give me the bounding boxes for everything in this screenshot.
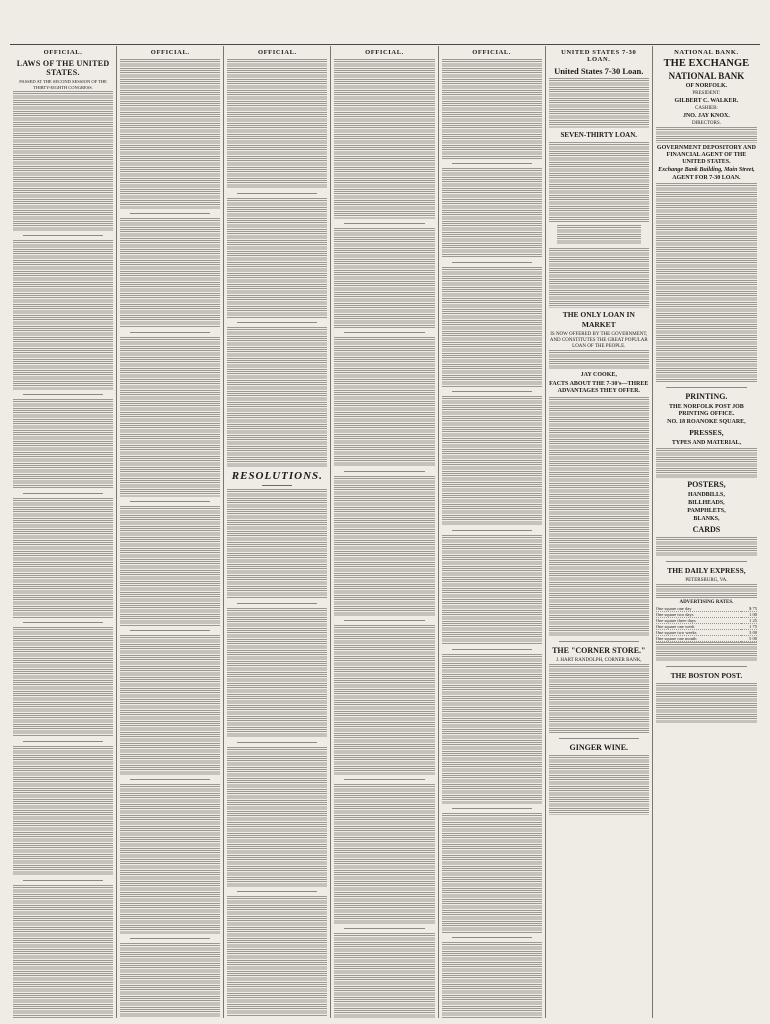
text-block xyxy=(13,746,113,876)
text-block xyxy=(334,933,434,1018)
divider xyxy=(559,738,639,739)
divider xyxy=(452,530,532,531)
columns xyxy=(10,46,760,1018)
advertising-rates: ADVERTISING RATES. xyxy=(679,600,734,605)
text-block xyxy=(549,664,649,734)
column-head: OFFICIAL. xyxy=(43,49,83,56)
facts-title: FACTS ABOUT THE 7-30's—THREE ADVANTAGES THEY OFFER. xyxy=(549,381,649,394)
top-rule xyxy=(10,44,760,45)
divider xyxy=(130,938,210,939)
text-block xyxy=(120,506,220,626)
text-block xyxy=(549,248,649,308)
posters: POSTERS, xyxy=(687,480,726,489)
divider xyxy=(23,394,103,395)
column-head: OFFICIAL. xyxy=(150,49,190,56)
column-7 xyxy=(653,46,760,1018)
divider xyxy=(666,561,747,562)
bank-name: NATIONAL BANK xyxy=(668,71,745,81)
text-block xyxy=(120,59,220,209)
handbills: HANDBILLS, xyxy=(688,492,725,498)
directors-label: DIRECTORS. xyxy=(691,121,721,126)
column-5 xyxy=(439,46,546,1018)
text-block xyxy=(120,337,220,497)
rate-label: One square three days xyxy=(656,618,741,624)
cashier-label: CASHIER: xyxy=(695,106,718,111)
text-block xyxy=(656,537,757,557)
divider xyxy=(452,163,532,164)
text-block xyxy=(656,642,757,662)
text-block xyxy=(334,337,434,467)
divider xyxy=(237,742,317,743)
divider xyxy=(237,193,317,194)
divider xyxy=(23,235,103,236)
cards: CARDS xyxy=(692,525,721,534)
text-block xyxy=(656,683,757,723)
divider xyxy=(344,223,424,224)
laws-title: LAWS OF THE UNITED STATES. xyxy=(16,59,110,77)
divider xyxy=(23,880,103,881)
loan-table xyxy=(557,225,641,245)
divider xyxy=(452,262,532,263)
column-head: NATIONAL BANK. xyxy=(674,49,739,56)
printing-title: PRINTING. xyxy=(685,392,728,401)
rate-value: $ 75 xyxy=(741,606,757,612)
text-block xyxy=(334,59,434,219)
blanks: BLANKS, xyxy=(693,516,720,522)
text-block xyxy=(442,59,542,159)
exchange-title: THE EXCHANGE xyxy=(663,58,750,69)
rate-label: One square one week xyxy=(656,624,741,630)
text-block xyxy=(549,142,649,222)
rate-label: One square two days xyxy=(656,612,741,618)
rate-value: 3 00 xyxy=(741,630,757,636)
text-block xyxy=(334,476,434,616)
text-block xyxy=(227,747,327,887)
column-1 xyxy=(10,46,117,1018)
text-block xyxy=(442,267,542,387)
rate-value: 1 75 xyxy=(741,624,757,630)
divider xyxy=(452,808,532,809)
text-block xyxy=(656,183,757,383)
divider xyxy=(130,332,210,333)
text-block xyxy=(120,943,220,1018)
rate-value: 5 00 xyxy=(741,636,757,642)
column-head: UNITED STATES 7-30 LOAN. xyxy=(561,49,637,63)
boston-post-title: THE BOSTON POST. xyxy=(670,671,743,680)
column-2 xyxy=(117,46,224,1018)
text-block xyxy=(656,127,757,143)
text-block xyxy=(442,535,542,645)
divider xyxy=(130,501,210,502)
divider xyxy=(237,603,317,604)
divider xyxy=(23,622,103,623)
laws-subtitle: PASSED AT THE SECOND SESSION OF THE THIRTY-EIGHTH CONGRESS. xyxy=(19,79,107,90)
text-block xyxy=(227,489,327,599)
rate-label: One square one day xyxy=(656,606,741,612)
only-loan-sub: IS NOW OFFERED BY THE GOVERNMENT, xyxy=(550,332,648,337)
text-block xyxy=(227,896,327,1016)
text-block xyxy=(13,240,113,390)
ginger-wine-title: GINGER WINE. xyxy=(569,743,629,752)
text-block xyxy=(557,225,641,245)
corner-store-title: THE "CORNER STORE." xyxy=(552,646,646,655)
text-block xyxy=(13,627,113,737)
text-block xyxy=(549,755,649,815)
agent-line: AGENT FOR 7-30 LOAN. xyxy=(672,175,741,181)
printing-addr: NO. 18 ROANOKE SQUARE, xyxy=(667,419,746,425)
column-head: OFFICIAL. xyxy=(257,49,297,56)
rate-value: 1 25 xyxy=(741,618,757,624)
rate-row xyxy=(656,636,757,642)
printing-sub: THE NORFOLK POST JOB PRINTING OFFICE. xyxy=(669,404,744,417)
divider xyxy=(344,471,424,472)
daily-express-sub: PETERSBURG, VA. xyxy=(685,578,728,583)
divider xyxy=(344,620,424,621)
text-block xyxy=(120,218,220,328)
divider xyxy=(23,741,103,742)
of-norfolk: OF NORFOLK. xyxy=(685,83,728,89)
divider xyxy=(452,937,532,938)
presses: PRESSES, xyxy=(689,428,724,437)
text-block xyxy=(549,350,649,370)
text-block xyxy=(13,399,113,489)
divider xyxy=(344,332,424,333)
jay-cooke: JAY COOKE, xyxy=(580,372,617,378)
cashier-name: JNO. JAY KNOX. xyxy=(682,113,730,119)
column-head: OFFICIAL. xyxy=(365,49,404,56)
divider xyxy=(666,666,747,667)
column-head: OFFICIAL. xyxy=(472,49,512,56)
resolutions-title: RESOLUTIONS. xyxy=(231,470,323,482)
text-block xyxy=(442,654,542,804)
text-block xyxy=(120,784,220,934)
text-block xyxy=(13,885,113,1018)
divider xyxy=(559,641,639,642)
text-block xyxy=(656,584,757,598)
rates-table xyxy=(656,606,757,642)
daily-express-title: THE DAILY EXPRESS, xyxy=(667,566,746,575)
divider xyxy=(237,891,317,892)
text-block xyxy=(549,78,649,128)
short-rule xyxy=(262,485,292,486)
rate-value: 1 00 xyxy=(741,612,757,618)
president-label: PRESIDENT: xyxy=(692,91,721,96)
text-block xyxy=(227,608,327,738)
text-block xyxy=(227,198,327,318)
text-block xyxy=(120,635,220,775)
divider xyxy=(130,630,210,631)
divider xyxy=(344,779,424,780)
column-3 xyxy=(224,46,331,1018)
text-block xyxy=(227,327,327,467)
corner-store-sub: J. HART RANDOLPH, CORNER BANK, xyxy=(555,658,642,663)
text-block xyxy=(442,942,542,1018)
divider xyxy=(452,391,532,392)
text-block xyxy=(334,784,434,924)
only-loan-title: THE ONLY LOAN IN MARKET xyxy=(562,310,635,329)
text-block xyxy=(442,168,542,258)
depository-title: GOVERNMENT DEPOSITORY AND FINANCIAL AGENT OF THE UNITED STATES. xyxy=(656,145,756,165)
seven-thirty-title: SEVEN-THIRTY LOAN. xyxy=(560,131,638,139)
text-block xyxy=(549,397,649,637)
types: TYPES AND MATERIAL, xyxy=(671,440,741,446)
divider xyxy=(130,779,210,780)
divider xyxy=(237,322,317,323)
exchange-building: Exchange Bank Building, Main Street, xyxy=(658,167,755,173)
rate-label: One square two weeks xyxy=(656,630,741,636)
text-block xyxy=(334,228,434,328)
pamphlets: PAMPHLETS, xyxy=(687,508,726,514)
billheads: BILLHEADS, xyxy=(688,500,725,506)
column-4 xyxy=(331,46,438,1018)
text-block xyxy=(334,625,434,775)
text-block xyxy=(442,396,542,526)
text-block xyxy=(13,91,113,231)
rate-label: One square one month xyxy=(656,636,741,642)
text-block xyxy=(13,498,113,618)
divider xyxy=(344,928,424,929)
text-block xyxy=(442,813,542,933)
divider xyxy=(23,493,103,494)
divider xyxy=(452,649,532,650)
loan-title: United States 7-30 Loan. xyxy=(554,66,644,76)
column-6 xyxy=(546,46,653,1018)
divider xyxy=(130,213,210,214)
text-block xyxy=(227,59,327,189)
only-loan-sub2: AND CONSTITUTES THE GREAT POPULAR LOAN OF THE PEOPLE. xyxy=(549,338,648,349)
text-block xyxy=(656,448,757,478)
divider xyxy=(666,387,747,388)
president-name: GILBERT C. WALKER. xyxy=(674,98,739,104)
